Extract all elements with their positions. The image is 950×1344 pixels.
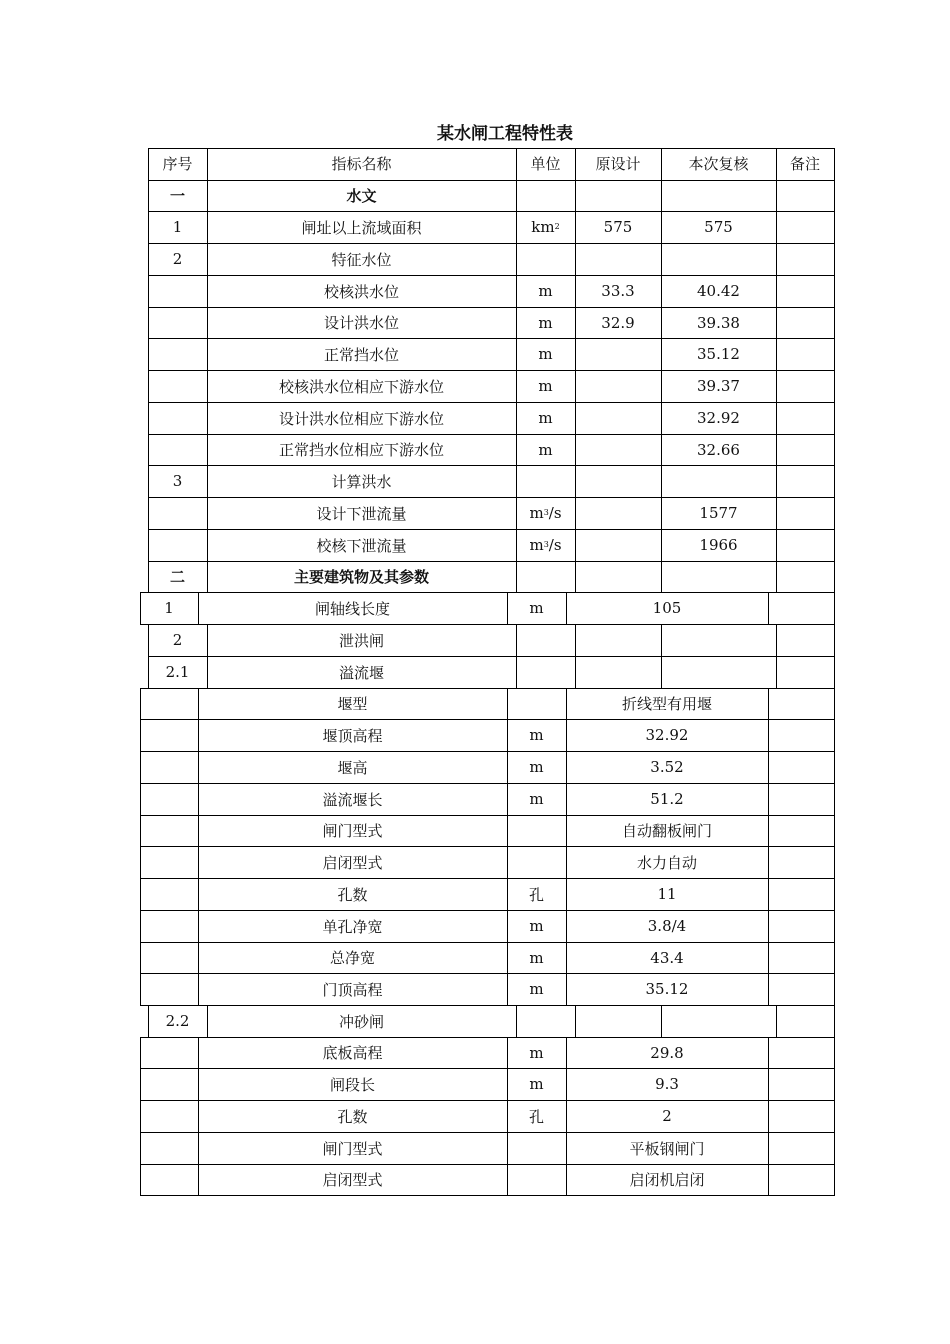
row-no: 2.1 (165, 663, 190, 681)
row-name: 总净宽 (329, 949, 375, 967)
row-original-value (575, 497, 661, 529)
row-name: 闸门型式 (322, 1139, 383, 1158)
row-name: 计算洪水 (331, 472, 392, 491)
row-note (776, 243, 834, 275)
row-name: 溢流堰 (338, 663, 384, 682)
row-original-value: 32.9 (601, 313, 635, 332)
row-name: 特征水位 (331, 250, 392, 269)
row-review-value (661, 465, 776, 497)
row-note (768, 878, 834, 910)
unit-cell (516, 624, 575, 656)
row-section-no: 一 (169, 187, 185, 205)
row-original-value (575, 656, 661, 688)
row-no (140, 846, 198, 878)
unit-cell: m (538, 313, 553, 332)
row-no (140, 719, 198, 751)
row-note (768, 846, 834, 878)
row-merged-value: 32.92 (645, 726, 689, 744)
unit-cell (507, 1132, 566, 1164)
row-name: 设计洪水位 (323, 314, 399, 332)
row-name: 门顶高程 (322, 980, 383, 999)
row-original-value (575, 465, 661, 497)
row-name: 闸段长 (329, 1075, 375, 1094)
row-no (148, 402, 207, 434)
row-name: 堰型 (337, 695, 368, 713)
unit-base: km (531, 218, 555, 236)
header-review: 本次复核 (688, 155, 749, 174)
row-no (140, 783, 198, 815)
row-merged-value: 水力自动 (636, 853, 697, 872)
row-review-value (661, 243, 776, 275)
row-name: 闸轴线长度 (314, 599, 390, 618)
row-note (776, 434, 834, 465)
row-name: 泄洪闸 (338, 631, 384, 650)
row-section-title: 水文 (346, 187, 377, 205)
row-merged-value: 启闭机启闭 (629, 1171, 705, 1189)
row-no (140, 815, 198, 846)
row-note (768, 751, 834, 783)
row-name: 堰高 (337, 758, 368, 777)
row-name: 底板高程 (322, 1044, 383, 1062)
unit-cell: m (529, 726, 544, 744)
row-review-value: 35.12 (697, 345, 740, 363)
row-section-title: 主要建筑物及其参数 (293, 568, 429, 586)
row-no: 2 (172, 250, 183, 268)
row-note (776, 624, 834, 656)
row-original-value (575, 370, 661, 402)
row-merged-value: 3.52 (650, 758, 684, 776)
row-review-value (661, 624, 776, 656)
row-note (776, 1005, 834, 1037)
unit-cell: m (538, 409, 553, 427)
unit-cell: m (538, 282, 553, 300)
row-review-value: 39.38 (697, 313, 740, 332)
row-name: 闸门型式 (322, 822, 383, 840)
row-review-value (661, 656, 776, 688)
row-original-value: 575 (603, 218, 633, 236)
row-review-value: 32.66 (697, 440, 740, 459)
row-note (776, 402, 834, 434)
row-name: 闸址以上流域面积 (301, 218, 422, 237)
row-merged-value: 平板钢闸门 (629, 1139, 705, 1158)
row-no (140, 688, 198, 719)
unit-cell (507, 815, 566, 846)
unit-cell: km 2 (531, 218, 560, 236)
row-original-value (575, 529, 661, 561)
header-name: 指标名称 (331, 155, 392, 174)
row-merged-value: 51.2 (650, 790, 684, 808)
row-merged-value: 43.4 (650, 948, 684, 967)
unit-cell (507, 846, 566, 878)
row-note (776, 497, 834, 529)
row-review-value: 40.42 (697, 282, 740, 300)
row-note (776, 370, 834, 402)
row-merged-value: 9.3 (655, 1075, 679, 1093)
row-no (148, 338, 207, 370)
row-no (140, 973, 198, 1005)
row-no: 3 (172, 472, 183, 490)
unit-cell: m (529, 948, 544, 967)
row-name: 校核洪水位相应下游水位 (278, 377, 444, 396)
row-no: 2 (172, 631, 183, 649)
row-review-value: 32.92 (697, 409, 740, 427)
unit-cell: m (529, 758, 544, 776)
unit-tail: /s (548, 504, 562, 522)
unit-cell: m 3 /s (529, 536, 562, 554)
row-name: 孔数 (337, 1107, 368, 1126)
row-note (776, 529, 834, 561)
row-original-value: 33.3 (601, 282, 635, 300)
row-merged-value: 自动翻板闸门 (621, 822, 712, 840)
row-no: 1 (164, 599, 174, 617)
unit-cell: m (529, 1075, 544, 1093)
row-note (768, 1037, 834, 1068)
row-merged-value: 3.8/4 (647, 917, 687, 935)
row-name: 正常挡水位相应下游水位 (278, 441, 444, 459)
row-review-value (661, 1005, 776, 1037)
row-no (148, 529, 207, 561)
unit-cell (516, 1005, 575, 1037)
row-note (768, 1164, 834, 1195)
row-name: 冲砂闸 (338, 1012, 384, 1031)
header-no: 序号 (162, 155, 193, 174)
row-original-value (575, 624, 661, 656)
row-merged-value: 2 (662, 1107, 672, 1125)
row-name: 孔数 (337, 885, 368, 904)
unit-cell (516, 243, 575, 275)
row-original-value (575, 402, 661, 434)
row-name: 启闭型式 (322, 1171, 383, 1189)
row-no (148, 275, 207, 307)
row-no (140, 1100, 198, 1132)
row-no (140, 910, 198, 942)
row-note (768, 815, 834, 846)
unit-cell: m (538, 345, 553, 363)
row-no: 1 (172, 218, 183, 236)
row-note (776, 465, 834, 497)
row-name: 校核下泄流量 (316, 536, 407, 555)
row-no (148, 307, 207, 338)
row-no (140, 751, 198, 783)
row-merged-value: 折线型有用堰 (621, 695, 712, 713)
row-original-value (575, 1005, 661, 1037)
row-name: 设计洪水位相应下游水位 (278, 409, 444, 428)
row-review-value: 39.37 (697, 377, 740, 395)
unit-cell: m (529, 980, 544, 998)
row-note (768, 1132, 834, 1164)
row-no (140, 1068, 198, 1100)
unit-cell: m (538, 440, 553, 459)
row-name: 单孔净宽 (322, 917, 383, 936)
unit-cell: 孔 (528, 885, 544, 904)
row-review-value: 1966 (699, 536, 738, 554)
row-no (140, 1164, 198, 1195)
row-no: 2.2 (165, 1012, 190, 1030)
unit-cell: m (538, 377, 553, 395)
row-note (768, 783, 834, 815)
unit-cell: m (529, 599, 544, 617)
row-note (768, 688, 834, 719)
row-merged-value: 11 (657, 885, 677, 903)
row-note (776, 211, 834, 243)
row-no (148, 497, 207, 529)
row-no (140, 1037, 198, 1068)
unit-cell: 孔 (528, 1107, 544, 1126)
row-merged-value: 35.12 (645, 980, 689, 998)
unit-cell: m 3 /s (529, 504, 562, 522)
unit-cell (516, 465, 575, 497)
row-name: 正常挡水位 (323, 345, 399, 364)
unit-cell (516, 656, 575, 688)
row-name: 启闭型式 (322, 853, 383, 872)
header-original: 原设计 (595, 155, 641, 174)
row-note (768, 1068, 834, 1100)
row-note (768, 942, 834, 973)
row-no (140, 878, 198, 910)
row-section-no: 二 (169, 568, 185, 586)
row-original-value (575, 338, 661, 370)
row-name: 校核洪水位 (323, 282, 399, 301)
unit-cell: m (529, 1043, 544, 1062)
row-no (148, 370, 207, 402)
header-note: 备注 (789, 155, 820, 174)
row-review-value: 1577 (699, 504, 738, 522)
row-note (768, 592, 834, 624)
row-no (148, 434, 207, 465)
row-no (140, 942, 198, 973)
page-title: 某水闸工程特性表 (437, 124, 573, 144)
row-note (776, 307, 834, 338)
row-note (776, 275, 834, 307)
row-name: 溢流堰长 (322, 790, 383, 809)
row-merged-value: 105 (652, 599, 682, 617)
unit-cell (507, 688, 566, 719)
unit-cell: m (529, 790, 544, 808)
row-note (768, 910, 834, 942)
row-original-value (575, 243, 661, 275)
row-no (140, 1132, 198, 1164)
row-note (776, 656, 834, 688)
header-unit: 单位 (530, 155, 561, 174)
row-name: 堰顶高程 (322, 726, 383, 745)
row-original-value (575, 434, 661, 465)
row-merged-value: 29.8 (650, 1043, 684, 1062)
unit-cell (507, 1164, 566, 1195)
unit-cell: m (529, 917, 544, 935)
unit-base: m (529, 504, 544, 522)
row-note (768, 719, 834, 751)
row-note (776, 338, 834, 370)
row-review-value: 575 (704, 218, 733, 236)
unit-base: m (529, 536, 544, 554)
row-name: 设计下泄流量 (316, 504, 407, 523)
unit-tail: /s (548, 536, 562, 554)
row-note (768, 1100, 834, 1132)
row-note (768, 973, 834, 1005)
